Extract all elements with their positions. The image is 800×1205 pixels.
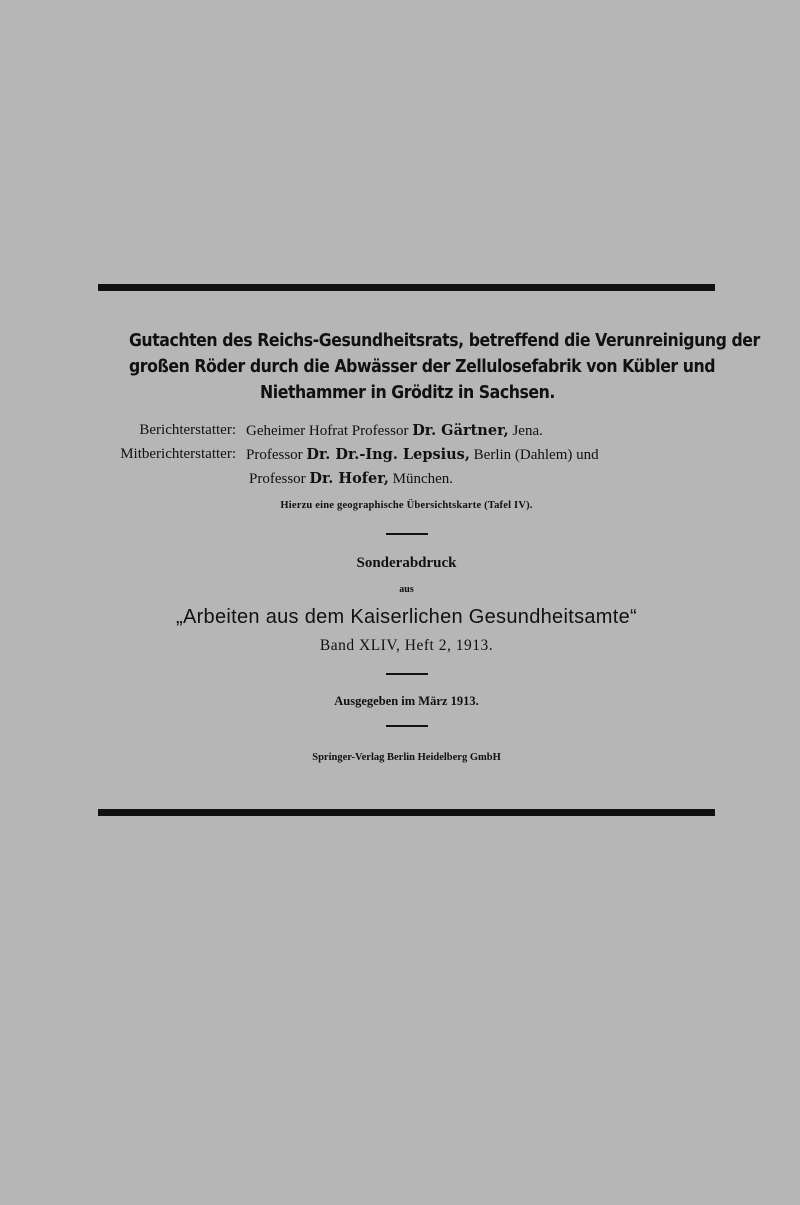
divider-2 (386, 673, 428, 675)
title-line-1: Gutachten des Reichs-Gesundheitsrats, betreffend die Verunreinigung der (128, 331, 760, 351)
title-line-2: großen Röder durch die Abwässer der Zellulosefabrik von Kübler und (128, 357, 716, 377)
berichterstatter-label: Berichterstatter: (139, 422, 236, 438)
volume-info: Band XLIV, Heft 2, 1913. (319, 637, 494, 654)
mitberichterstatter-text-2 (249, 467, 453, 491)
mit1-title: Professor (246, 447, 307, 463)
berichterstatter-row (96, 419, 736, 443)
mit2-title: Professor (249, 471, 310, 487)
berichterstatter-title: Geheimer Hofrat Professor (246, 423, 413, 439)
divider-3 (386, 725, 428, 727)
berichterstatter-place: Jena. (508, 423, 543, 439)
aus-label: aus (399, 584, 414, 595)
mitberichterstatter-row-2 (96, 467, 736, 491)
mit1-name: Dr. Dr.-Ing. Lepsius, (306, 446, 470, 463)
title-line-3: Niethammer in Gröditz in Sachsen. (260, 383, 555, 403)
credits-block (96, 419, 736, 491)
mitberichterstatter-label: Mitberichterstatter: (120, 446, 236, 462)
sonderabdruck-label: Sonderabdruck (356, 555, 457, 571)
map-note: Hierzu eine geographische Übersichtskarte (Tafel IV). (280, 500, 533, 511)
divider-1 (386, 533, 428, 535)
journal-title: „Arbeiten aus dem Kaiserlichen Gesundheitsamte“ (176, 606, 637, 628)
mit1-place: Berlin (Dahlem) und (469, 447, 599, 463)
mit2-place: München. (388, 471, 454, 487)
publisher: Springer-Verlag Berlin Heidelberg GmbH (312, 752, 501, 763)
issue-date: Ausgegeben im März 1913. (334, 694, 479, 708)
berichterstatter-text (246, 419, 543, 443)
top-rule (98, 284, 715, 291)
document-title (128, 328, 760, 406)
mitberichterstatter-row (96, 443, 736, 467)
mit2-name: Dr. Hofer, (309, 470, 389, 487)
mitberichterstatter-text-1 (246, 443, 599, 467)
bottom-rule (98, 809, 715, 816)
berichterstatter-name: Dr. Gärtner, (412, 422, 509, 439)
